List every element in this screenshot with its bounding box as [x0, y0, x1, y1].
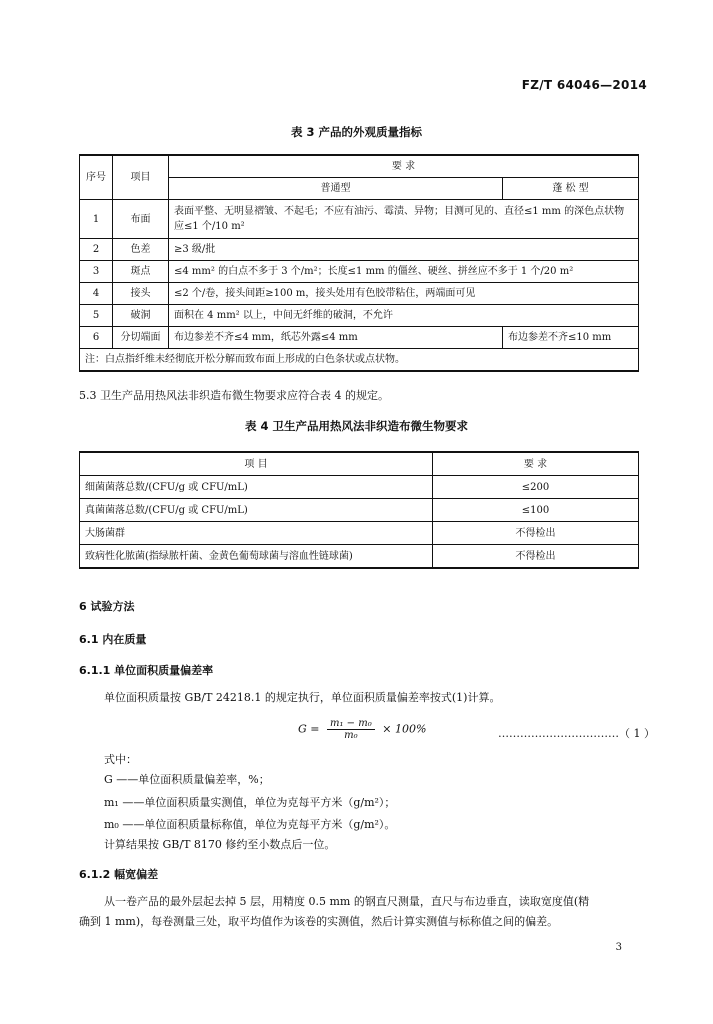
table-row — [80, 499, 639, 522]
cell-req: 面积在 4 mm² 以上，中间无纤维的破洞，不允许 — [169, 305, 639, 327]
cell-normal: 布边参差不齐≤4 mm，纸芯外露≤4 mm — [169, 327, 503, 349]
table-row — [80, 261, 639, 283]
t4-cell-item: 致病性化脓菌(指绿脓杆菌、金黄色葡萄球菌与溶血性链球菌) — [80, 545, 433, 569]
cell-seq: 6 — [80, 327, 113, 349]
t4-cell-req: 不得检出 — [433, 522, 639, 545]
cell-req: ≥3 级/批 — [169, 239, 639, 261]
t4-header-req: 要 求 — [433, 452, 639, 476]
section-6-1-heading: 6.1 内在质量 — [79, 633, 147, 646]
t4-cell-item: 大肠菌群 — [80, 522, 433, 545]
table-row — [80, 283, 639, 305]
t4-cell-req: ≤200 — [433, 476, 639, 499]
para-6-1-2-line2: 确到 1 mm)，每卷测量三处，取平均值作为该卷的实测值，然后计算实测值与标称值之间的偏差。 — [79, 915, 559, 928]
table-note-row — [80, 349, 639, 372]
t4-header-item: 项 目 — [80, 452, 433, 476]
cell-req: ≤4 mm² 的白点不多于 3 个/m²；长度≤1 mm 的僵丝、硬丝、拼丝应不多于 1 个/20 m² — [169, 261, 639, 283]
para-6-1-2-line1: 从一卷产品的最外层起去掉 5 层，用精度 0.5 mm 的钢直尺测量，直尺与布边垂直，读取宽度值(精 — [104, 895, 590, 908]
header-seq: 序号 — [80, 155, 113, 200]
var-definition: m₁ ——单位面积质量实测值，单位为克每平方米（g/m²）； — [104, 796, 396, 809]
cell-req: ≤2 个/卷，接头间距≥100 m，接头处用有色胶带粘住，两端面可见 — [169, 283, 639, 305]
formula-fraction — [327, 718, 375, 741]
table-row — [80, 305, 639, 327]
cell-seq: 2 — [80, 239, 113, 261]
cell-seq: 3 — [80, 261, 113, 283]
formula-1 — [298, 718, 426, 741]
section-5-3: 5.3 卫生产品用热风法非织造布微生物要求应符合表 4 的规定。 — [79, 389, 389, 402]
cell-fluffy: 布边参差不齐≤10 mm — [503, 327, 639, 349]
t4-cell-item: 细菌菌落总数/(CFU/g 或 CFU/mL) — [80, 476, 433, 499]
cell-item: 色差 — [113, 239, 169, 261]
cell-item: 分切端面 — [113, 327, 169, 349]
cell-req: 表面平整、无明显褶皱、不起毛；不应有油污、霉渍、异物；目测可见的、直径≤1 mm 的深色点状物应≤1 个/10 m² — [169, 200, 639, 239]
cell-item: 接头 — [113, 283, 169, 305]
table3-caption: 表 3 产品的外观质量指标 — [290, 125, 422, 139]
table-row — [80, 200, 639, 239]
header-req: 要 求 — [169, 155, 639, 178]
t4-cell-req: ≤100 — [433, 499, 639, 522]
table-row — [80, 476, 639, 499]
cell-seq: 1 — [80, 200, 113, 239]
section-6-heading: 6 试验方法 — [79, 600, 135, 613]
table4 — [79, 451, 639, 569]
standard-code: FZ/T 64046—2014 — [521, 78, 647, 92]
header-normal: 普通型 — [169, 178, 503, 200]
section-6-1-2-heading: 6.1.2 幅宽偏差 — [79, 868, 159, 881]
calc-note: 计算结果按 GB/T 8170 修约至小数点后一位。 — [104, 838, 336, 851]
table-row — [80, 239, 639, 261]
table-row — [80, 545, 639, 569]
para-6-1-1: 单位面积质量按 GB/T 24218.1 的规定执行，单位面积质量偏差率按式(1)计算。 — [104, 691, 501, 704]
table-row — [80, 327, 639, 349]
cell-item: 破洞 — [113, 305, 169, 327]
formula-denominator: m₀ — [344, 730, 358, 741]
t4-cell-req: 不得检出 — [433, 545, 639, 569]
formula-numerator: m₁ − m₀ — [327, 718, 375, 730]
equation-number: ……………………………（ 1 ） — [498, 727, 655, 740]
cell-item: 布面 — [113, 200, 169, 239]
table-row — [80, 522, 639, 545]
t4-cell-item: 真菌菌落总数/(CFU/g 或 CFU/mL) — [80, 499, 433, 522]
table4-caption: 表 4 卫生产品用热风法非织造布微生物要求 — [244, 419, 468, 433]
section-6-1-1-heading: 6.1.1 单位面积质量偏差率 — [79, 664, 214, 677]
formula-lhs: G = — [298, 722, 320, 736]
cell-seq: 4 — [80, 283, 113, 305]
table3-note: 注：白点指纤维未经彻底开松分解而致布面上形成的白色条状或点状物。 — [80, 349, 639, 372]
var-definition: G ——单位面积质量偏差率，%； — [104, 773, 270, 786]
where-label: 式中： — [104, 753, 137, 766]
table3 — [79, 154, 639, 372]
header-item: 项目 — [113, 155, 169, 200]
cell-seq: 5 — [80, 305, 113, 327]
var-definition: m₀ ——单位面积质量标称值，单位为克每平方米（g/m²）。 — [104, 818, 396, 831]
cell-item: 斑点 — [113, 261, 169, 283]
formula-rhs: × 100% — [382, 722, 427, 736]
page-number: 3 — [615, 942, 622, 953]
header-fluffy: 蓬 松 型 — [503, 178, 639, 200]
